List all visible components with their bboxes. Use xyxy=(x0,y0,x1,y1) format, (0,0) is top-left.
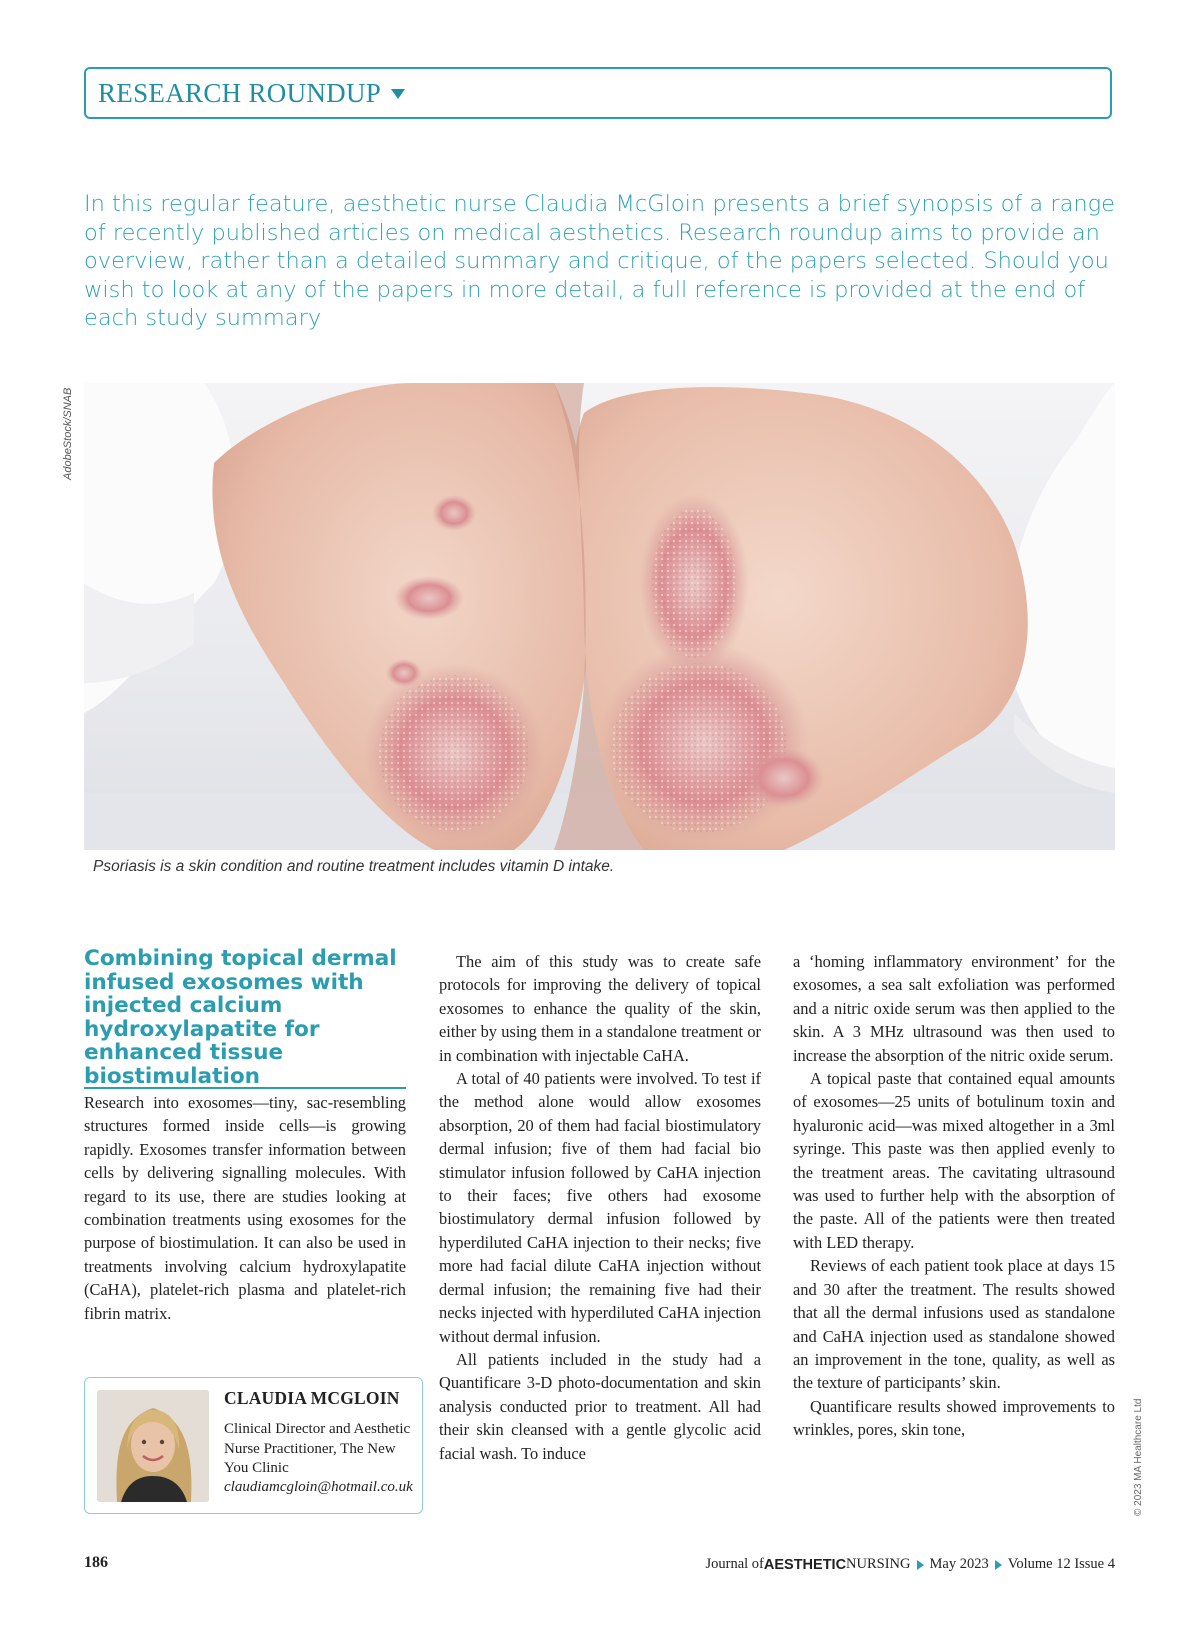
paragraph: a ‘homing inflammatory environment’ for the exosomes, a sea salt exfoliation was performed and a nitric oxide serum was then applied to the skin. A 3 MHz ultrasound was then used to increase the absorption of the nitric oxide serum. xyxy=(793,952,1115,1065)
paragraph: The aim of this study was to create safe protocols for improving the delivery of topical exosomes to enhance the quality of the skin, either by using them in a standalone treatment or in combination with injectable CaHA. xyxy=(439,952,761,1065)
paragraph: A topical paste that contained equal amounts of exosomes—25 units of botulinum toxin and hyaluronic acid—was mixed altogether in a 3ml syringe. This paste was then applied evenly to the treatment areas. The cavitating ultrasound was used to further help with the absorption of the paste. All of the patients were then treated with LED therapy. xyxy=(793,1069,1115,1252)
copyright-notice: © 2023 MA Healthcare Ltd xyxy=(1133,1398,1144,1516)
avatar xyxy=(97,1390,209,1502)
intro-paragraph: In this regular feature, aesthetic nurse Claudia McGloin presents a brief synopsis of a range of recently published articles on medical aesthetics. Research roundup aims to provide an overview, rather than a detailed summary and critique, of the papers selected. Should you wish to look at any of the papers in more detail, a full reference is provided at the end of each study summary xyxy=(84,191,1116,331)
photo-credit: AdobeStock/SNAB xyxy=(62,387,74,480)
author-role: Clinical Director and Aesthetic Nurse Practitioner, The New You Clinic xyxy=(224,1421,411,1476)
author-portrait-icon xyxy=(97,1390,209,1502)
article-column-2 xyxy=(439,950,761,1465)
author-email[interactable]: claudiamcgloin@hotmail.co.uk xyxy=(224,1479,413,1495)
psoriasis-elbows-illustration xyxy=(84,383,1115,850)
paragraph: Research into exosomes—tiny, sac-resembling structures formed inside cells—is growing rapidly. Exosomes transfer information between cells by delivering signalling molecules. With regard to its use, there are studies looking at combination treatments using exosomes for the purpose of biostimulation. It can also be used in treatments involving calcium hydroxylapatite (CaHA), platelet-rich plasma and platelet-rich fibrin matrix. xyxy=(84,1093,406,1323)
paragraph: A total of 40 patients were involved. To test if the method alone would allow exosomes absorption, 20 of them had facial biostimulatory dermal infusion; five of them had facial bio stimulator infusion followed by CaHA injection to their faces; five others had exosome biostimulatory dermal infusion followed by hyperdiluted CaHA injection to their necks; five more had facial dilute CaHA injection without dermal infusion; the remaining five had their necks injected with hyperdiluted CaHA injection without dermal infusion. xyxy=(439,1069,761,1346)
article-title: Combining topical dermal infused exosomes with injected calcium hydroxylapatite for enhanced tissue biostimulation xyxy=(84,947,406,1089)
section-header xyxy=(84,67,1112,119)
journal-prefix: Journal of xyxy=(705,1556,764,1572)
author-name: CLAUDIA MCGLOIN xyxy=(224,1388,400,1408)
journal-suffix: NURSING xyxy=(846,1556,911,1572)
author-box xyxy=(84,1377,423,1514)
paragraph: Reviews of each patient took place at days 15 and 30 after the treatment. The results showed that all the dermal infusions used as standalone and CaHA injection used as standalone showed an improvement in the tone, quality, as well as the texture of participants’ skin. xyxy=(793,1256,1115,1393)
article-column-3 xyxy=(793,950,1115,1442)
section-title: RESEARCH ROUNDUP xyxy=(98,77,382,108)
article-column-1 xyxy=(84,1091,406,1325)
page-number: 186 xyxy=(84,1554,108,1571)
journal-footer xyxy=(705,1556,1115,1573)
issue-date: May 2023 xyxy=(929,1556,989,1572)
paragraph: All patients included in the study had a Quantificare 3-D photo-documentation and skin analysis conducted prior to treatment. All had their skin cleansed with a gentle glycolic acid facial wash. To induce xyxy=(439,1349,761,1463)
figure-caption: Psoriasis is a skin condition and routine treatment includes vitamin D intake. xyxy=(93,858,615,875)
issue-volume: Volume 12 Issue 4 xyxy=(1007,1556,1115,1572)
triangle-right-icon xyxy=(917,1560,924,1570)
triangle-down-icon xyxy=(391,89,405,99)
journal-bold: AESTHETIC xyxy=(763,1556,847,1573)
triangle-right-icon xyxy=(995,1560,1002,1570)
paragraph: Quantificare results showed improvements to wrinkles, pores, skin tone, xyxy=(793,1396,1115,1440)
figure-photo xyxy=(84,383,1115,850)
